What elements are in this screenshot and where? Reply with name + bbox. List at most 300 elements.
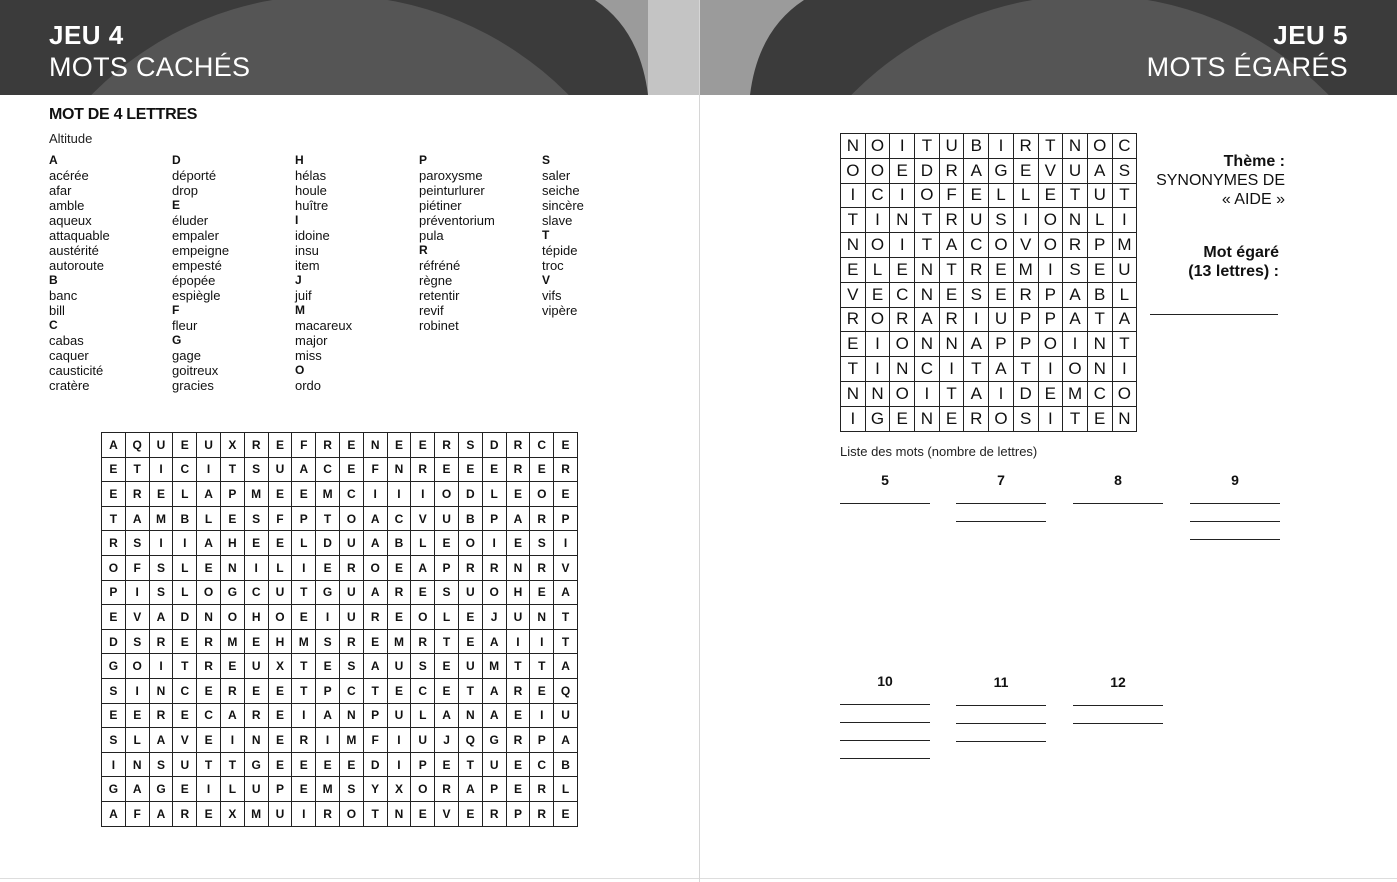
grid-cell[interactable]: E	[102, 703, 126, 728]
grid-cell[interactable]: P	[292, 506, 316, 531]
grid-cell[interactable]: E	[989, 257, 1014, 282]
grid-cell[interactable]: A	[964, 381, 989, 406]
answer-blank[interactable]	[1190, 539, 1280, 540]
grid-cell[interactable]: I	[197, 777, 221, 802]
grid-cell[interactable]: A	[915, 307, 940, 332]
grid-cell[interactable]: E	[554, 801, 578, 826]
grid-cell[interactable]: S	[1013, 406, 1038, 431]
grid-cell[interactable]: R	[964, 406, 989, 431]
grid-cell[interactable]: R	[411, 629, 435, 654]
grid-cell[interactable]: R	[435, 433, 459, 458]
grid-cell[interactable]: T	[292, 654, 316, 679]
grid-cell[interactable]: L	[554, 777, 578, 802]
grid-cell[interactable]: C	[915, 357, 940, 382]
grid-cell[interactable]: I	[1112, 208, 1137, 233]
grid-cell[interactable]: P	[102, 580, 126, 605]
grid-cell[interactable]: V	[125, 605, 149, 630]
grid-cell[interactable]: B	[458, 506, 482, 531]
grid-cell[interactable]: O	[363, 555, 387, 580]
grid-cell[interactable]: A	[554, 580, 578, 605]
grid-cell[interactable]: U	[387, 654, 411, 679]
grid-cell[interactable]: O	[865, 233, 890, 258]
answer-blank[interactable]	[956, 741, 1046, 742]
grid-cell[interactable]: O	[890, 381, 915, 406]
grid-cell[interactable]: I	[890, 134, 915, 159]
grid-cell[interactable]: P	[1013, 307, 1038, 332]
grid-cell[interactable]: O	[458, 531, 482, 556]
grid-cell[interactable]: E	[890, 257, 915, 282]
grid-cell[interactable]: R	[197, 629, 221, 654]
grid-cell[interactable]: S	[1063, 257, 1088, 282]
grid-cell[interactable]: E	[339, 457, 363, 482]
grid-cell[interactable]: E	[268, 752, 292, 777]
grid-cell[interactable]: P	[363, 703, 387, 728]
grid-cell[interactable]: I	[316, 728, 340, 753]
grid-cell[interactable]: T	[197, 752, 221, 777]
grid-cell[interactable]: O	[1063, 357, 1088, 382]
grid-cell[interactable]: U	[554, 703, 578, 728]
grid-cell[interactable]: Q	[125, 433, 149, 458]
grid-cell[interactable]: R	[316, 801, 340, 826]
grid-cell[interactable]: E	[435, 654, 459, 679]
grid-cell[interactable]: C	[890, 282, 915, 307]
grid-cell[interactable]: N	[915, 406, 940, 431]
answer-blank[interactable]	[840, 740, 930, 741]
grid-cell[interactable]: E	[554, 482, 578, 507]
grid-cell[interactable]: E	[220, 506, 244, 531]
grid-cell[interactable]: E	[363, 629, 387, 654]
grid-cell[interactable]: E	[506, 703, 530, 728]
grid-cell[interactable]: L	[482, 482, 506, 507]
grid-cell[interactable]: U	[1087, 183, 1112, 208]
grid-cell[interactable]: I	[530, 629, 554, 654]
grid-cell[interactable]: F	[292, 433, 316, 458]
grid-cell[interactable]: B	[173, 506, 197, 531]
grid-cell[interactable]: V	[1013, 233, 1038, 258]
grid-cell[interactable]: I	[554, 531, 578, 556]
grid-cell[interactable]: O	[339, 506, 363, 531]
grid-cell[interactable]: T	[173, 654, 197, 679]
grid-cell[interactable]: E	[102, 605, 126, 630]
grid-cell[interactable]: L	[1112, 282, 1137, 307]
grid-cell[interactable]: T	[1038, 134, 1063, 159]
grid-cell[interactable]: L	[173, 482, 197, 507]
grid-cell[interactable]: R	[220, 678, 244, 703]
grid-cell[interactable]: I	[915, 381, 940, 406]
grid-cell[interactable]: T	[939, 381, 964, 406]
grid-cell[interactable]: X	[220, 801, 244, 826]
grid-cell[interactable]: I	[1063, 332, 1088, 357]
grid-cell[interactable]: A	[125, 506, 149, 531]
grid-cell[interactable]: A	[149, 728, 173, 753]
grid-cell[interactable]: I	[363, 482, 387, 507]
grid-cell[interactable]: E	[890, 406, 915, 431]
grid-cell[interactable]: M	[1063, 381, 1088, 406]
grid-cell[interactable]: P	[482, 506, 506, 531]
grid-cell[interactable]: L	[173, 580, 197, 605]
grid-cell[interactable]: S	[411, 654, 435, 679]
grid-cell[interactable]: E	[458, 629, 482, 654]
grid-cell[interactable]: A	[482, 703, 506, 728]
grid-cell[interactable]: A	[482, 678, 506, 703]
grid-cell[interactable]: E	[387, 678, 411, 703]
answer-blank[interactable]	[956, 503, 1046, 504]
grid-cell[interactable]: N	[149, 678, 173, 703]
grid-cell[interactable]: E	[268, 728, 292, 753]
grid-cell[interactable]: C	[244, 580, 268, 605]
grid-cell[interactable]: X	[268, 654, 292, 679]
grid-cell[interactable]: O	[268, 605, 292, 630]
grid-cell[interactable]: G	[220, 580, 244, 605]
grid-cell[interactable]: M	[339, 728, 363, 753]
grid-cell[interactable]: U	[268, 801, 292, 826]
grid-cell[interactable]: I	[482, 531, 506, 556]
grid-cell[interactable]: N	[1112, 406, 1137, 431]
grid-cell[interactable]: E	[387, 433, 411, 458]
grid-cell[interactable]: M	[292, 629, 316, 654]
grid-cell[interactable]: P	[1038, 307, 1063, 332]
grid-cell[interactable]: U	[173, 752, 197, 777]
grid-cell[interactable]: A	[1063, 282, 1088, 307]
grid-cell[interactable]: I	[197, 457, 221, 482]
grid-cell[interactable]: M	[1112, 233, 1137, 258]
grid-cell[interactable]: D	[482, 433, 506, 458]
grid-cell[interactable]: C	[173, 457, 197, 482]
grid-cell[interactable]: X	[387, 777, 411, 802]
grid-cell[interactable]: S	[1112, 158, 1137, 183]
grid-cell[interactable]: E	[411, 433, 435, 458]
grid-cell[interactable]: E	[1038, 183, 1063, 208]
grid-cell[interactable]: R	[435, 777, 459, 802]
grid-cell[interactable]: T	[458, 678, 482, 703]
grid-cell[interactable]: R	[1063, 233, 1088, 258]
missing-word-answer-line[interactable]	[1150, 314, 1278, 315]
grid-cell[interactable]: O	[1038, 208, 1063, 233]
grid-cell[interactable]: T	[292, 580, 316, 605]
grid-cell[interactable]: O	[865, 158, 890, 183]
grid-cell[interactable]: R	[173, 801, 197, 826]
grid-cell[interactable]: M	[1013, 257, 1038, 282]
grid-cell[interactable]: O	[1038, 233, 1063, 258]
grid-cell[interactable]: S	[316, 629, 340, 654]
grid-cell[interactable]: U	[435, 506, 459, 531]
grid-cell[interactable]: S	[149, 555, 173, 580]
grid-cell[interactable]: P	[1013, 332, 1038, 357]
grid-cell[interactable]: A	[458, 777, 482, 802]
grid-cell[interactable]: A	[102, 801, 126, 826]
grid-cell[interactable]: B	[387, 531, 411, 556]
grid-cell[interactable]: R	[149, 629, 173, 654]
grid-cell[interactable]: N	[339, 703, 363, 728]
grid-cell[interactable]: E	[173, 629, 197, 654]
grid-cell[interactable]: N	[244, 728, 268, 753]
grid-cell[interactable]: D	[363, 752, 387, 777]
grid-cell[interactable]: I	[244, 555, 268, 580]
grid-cell[interactable]: E	[964, 183, 989, 208]
grid-cell[interactable]: L	[292, 531, 316, 556]
grid-cell[interactable]: I	[1038, 257, 1063, 282]
grid-cell[interactable]: C	[964, 233, 989, 258]
grid-cell[interactable]: E	[530, 457, 554, 482]
grid-cell[interactable]: E	[1087, 406, 1112, 431]
grid-cell[interactable]: H	[268, 629, 292, 654]
grid-cell[interactable]: A	[989, 357, 1014, 382]
grid-cell[interactable]: U	[149, 433, 173, 458]
grid-cell[interactable]: D	[316, 531, 340, 556]
answer-blank[interactable]	[1073, 503, 1163, 504]
answer-blank[interactable]	[1190, 521, 1280, 522]
grid-cell[interactable]: R	[149, 703, 173, 728]
answer-blank[interactable]	[840, 722, 930, 723]
grid-cell[interactable]: N	[1063, 208, 1088, 233]
grid-cell[interactable]: N	[841, 233, 866, 258]
grid-cell[interactable]: M	[316, 482, 340, 507]
grid-cell[interactable]: I	[989, 134, 1014, 159]
grid-cell[interactable]: C	[339, 482, 363, 507]
grid-cell[interactable]: N	[197, 605, 221, 630]
grid-cell[interactable]: B	[554, 752, 578, 777]
grid-cell[interactable]: E	[316, 654, 340, 679]
grid-cell[interactable]: O	[1112, 381, 1137, 406]
grid-cell[interactable]: D	[173, 605, 197, 630]
grid-cell[interactable]: N	[458, 703, 482, 728]
grid-cell[interactable]: G	[102, 654, 126, 679]
grid-cell[interactable]: E	[197, 555, 221, 580]
grid-cell[interactable]: R	[482, 555, 506, 580]
grid-cell[interactable]: S	[964, 282, 989, 307]
answer-blank[interactable]	[840, 704, 930, 705]
grid-cell[interactable]: E	[292, 482, 316, 507]
grid-cell[interactable]: A	[363, 580, 387, 605]
grid-cell[interactable]: E	[411, 801, 435, 826]
grid-cell[interactable]: U	[268, 580, 292, 605]
grid-cell[interactable]: S	[530, 531, 554, 556]
answer-blank[interactable]	[956, 521, 1046, 522]
grid-cell[interactable]: L	[1013, 183, 1038, 208]
grid-cell[interactable]: E	[989, 282, 1014, 307]
grid-cell[interactable]: R	[339, 555, 363, 580]
grid-cell[interactable]: E	[268, 433, 292, 458]
grid-cell[interactable]: A	[1112, 307, 1137, 332]
grid-cell[interactable]: R	[939, 208, 964, 233]
grid-cell[interactable]: T	[939, 257, 964, 282]
grid-cell[interactable]: A	[220, 703, 244, 728]
grid-cell[interactable]: G	[482, 728, 506, 753]
grid-cell[interactable]: E	[939, 282, 964, 307]
grid-cell[interactable]: E	[1087, 257, 1112, 282]
grid-cell[interactable]: R	[363, 605, 387, 630]
grid-cell[interactable]: L	[411, 531, 435, 556]
grid-cell[interactable]: T	[435, 629, 459, 654]
grid-cell[interactable]: T	[363, 801, 387, 826]
grid-cell[interactable]: G	[865, 406, 890, 431]
grid-cell[interactable]: T	[1112, 332, 1137, 357]
grid-cell[interactable]: A	[363, 531, 387, 556]
grid-cell[interactable]: H	[244, 605, 268, 630]
grid-cell[interactable]: E	[292, 605, 316, 630]
grid-cell[interactable]: R	[506, 433, 530, 458]
grid-cell[interactable]: R	[506, 728, 530, 753]
grid-cell[interactable]: E	[292, 777, 316, 802]
grid-cell[interactable]: R	[1013, 282, 1038, 307]
grid-cell[interactable]: N	[865, 381, 890, 406]
grid-cell[interactable]: F	[939, 183, 964, 208]
grid-cell[interactable]: R	[458, 555, 482, 580]
grid-cell[interactable]: O	[411, 605, 435, 630]
grid-cell[interactable]: E	[292, 752, 316, 777]
grid-cell[interactable]: E	[435, 457, 459, 482]
grid-cell[interactable]: L	[411, 703, 435, 728]
grid-cell[interactable]: G	[149, 777, 173, 802]
grid-cell[interactable]: C	[1087, 381, 1112, 406]
grid-cell[interactable]: I	[149, 654, 173, 679]
grid-cell[interactable]: G	[989, 158, 1014, 183]
grid-cell[interactable]: T	[316, 506, 340, 531]
grid-cell[interactable]: O	[482, 580, 506, 605]
grid-cell[interactable]: E	[173, 433, 197, 458]
grid-cell[interactable]: I	[841, 406, 866, 431]
grid-cell[interactable]: C	[173, 678, 197, 703]
grid-cell[interactable]: T	[915, 208, 940, 233]
grid-cell[interactable]: R	[964, 257, 989, 282]
grid-cell[interactable]: E	[890, 158, 915, 183]
grid-cell[interactable]: U	[387, 703, 411, 728]
grid-cell[interactable]: N	[841, 134, 866, 159]
grid-cell[interactable]: R	[890, 307, 915, 332]
grid-cell[interactable]: H	[506, 580, 530, 605]
grid-cell[interactable]: A	[554, 654, 578, 679]
grid-cell[interactable]: I	[125, 580, 149, 605]
grid-cell[interactable]: E	[244, 531, 268, 556]
grid-cell[interactable]: A	[506, 506, 530, 531]
grid-cell[interactable]: I	[387, 752, 411, 777]
grid-cell[interactable]: I	[1013, 208, 1038, 233]
grid-cell[interactable]: N	[220, 555, 244, 580]
grid-cell[interactable]: M	[244, 482, 268, 507]
grid-cell[interactable]: P	[989, 332, 1014, 357]
grid-cell[interactable]: N	[363, 433, 387, 458]
grid-cell[interactable]: U	[458, 654, 482, 679]
grid-cell[interactable]: R	[530, 555, 554, 580]
grid-cell[interactable]: F	[125, 801, 149, 826]
grid-cell[interactable]: I	[292, 801, 316, 826]
grid-cell[interactable]: S	[244, 457, 268, 482]
grid-cell[interactable]: R	[506, 457, 530, 482]
grid-cell[interactable]: T	[1112, 183, 1137, 208]
grid-cell[interactable]: S	[244, 506, 268, 531]
grid-cell[interactable]: O	[989, 233, 1014, 258]
grid-cell[interactable]: A	[363, 506, 387, 531]
grid-cell[interactable]: P	[554, 506, 578, 531]
grid-cell[interactable]: L	[125, 728, 149, 753]
grid-cell[interactable]: O	[220, 605, 244, 630]
grid-cell[interactable]: I	[865, 357, 890, 382]
grid-cell[interactable]: E	[506, 752, 530, 777]
grid-cell[interactable]: E	[197, 801, 221, 826]
grid-cell[interactable]: V	[173, 728, 197, 753]
grid-cell[interactable]: I	[964, 307, 989, 332]
grid-cell[interactable]: D	[102, 629, 126, 654]
grid-cell[interactable]: I	[292, 555, 316, 580]
grid-cell[interactable]: E	[841, 332, 866, 357]
grid-cell[interactable]: A	[411, 555, 435, 580]
grid-cell[interactable]: C	[387, 506, 411, 531]
grid-cell[interactable]: E	[411, 580, 435, 605]
grid-cell[interactable]: S	[102, 728, 126, 753]
grid-cell[interactable]: R	[244, 433, 268, 458]
grid-cell[interactable]: C	[865, 183, 890, 208]
grid-cell[interactable]: U	[339, 531, 363, 556]
grid-cell[interactable]: T	[220, 457, 244, 482]
grid-cell[interactable]: I	[1038, 406, 1063, 431]
grid-cell[interactable]: E	[268, 678, 292, 703]
grid-cell[interactable]: Y	[363, 777, 387, 802]
grid-cell[interactable]: B	[964, 134, 989, 159]
grid-cell[interactable]: E	[244, 678, 268, 703]
answer-blank[interactable]	[840, 758, 930, 759]
grid-cell[interactable]: I	[1112, 357, 1137, 382]
grid-cell[interactable]: I	[149, 531, 173, 556]
grid-cell[interactable]: E	[244, 629, 268, 654]
grid-cell[interactable]: O	[1038, 332, 1063, 357]
grid-cell[interactable]: L	[865, 257, 890, 282]
grid-cell[interactable]: U	[964, 208, 989, 233]
grid-cell[interactable]: R	[197, 654, 221, 679]
grid-cell[interactable]: T	[554, 629, 578, 654]
grid-cell[interactable]: E	[865, 282, 890, 307]
grid-cell[interactable]: L	[173, 555, 197, 580]
grid-cell[interactable]: E	[1038, 381, 1063, 406]
grid-cell[interactable]: N	[915, 332, 940, 357]
grid-cell[interactable]: L	[989, 183, 1014, 208]
grid-cell[interactable]: A	[149, 801, 173, 826]
grid-cell[interactable]: V	[411, 506, 435, 531]
grid-cell[interactable]: F	[363, 457, 387, 482]
grid-cell[interactable]: R	[102, 531, 126, 556]
grid-cell[interactable]: I	[890, 183, 915, 208]
grid-cell[interactable]: R	[387, 580, 411, 605]
grid-cell[interactable]: O	[530, 482, 554, 507]
grid-cell[interactable]: I	[841, 183, 866, 208]
grid-cell[interactable]: E	[102, 482, 126, 507]
grid-cell[interactable]: A	[316, 703, 340, 728]
grid-cell[interactable]: E	[125, 703, 149, 728]
grid-cell[interactable]: R	[411, 457, 435, 482]
grid-cell[interactable]: E	[316, 752, 340, 777]
grid-cell[interactable]: N	[506, 555, 530, 580]
grid-cell[interactable]: R	[125, 482, 149, 507]
grid-cell[interactable]: A	[939, 233, 964, 258]
grid-cell[interactable]: E	[102, 457, 126, 482]
grid-cell[interactable]: E	[149, 482, 173, 507]
grid-cell[interactable]: A	[125, 777, 149, 802]
grid-cell[interactable]: N	[1087, 332, 1112, 357]
grid-cell[interactable]: E	[435, 531, 459, 556]
grid-cell[interactable]: M	[316, 777, 340, 802]
grid-cell[interactable]: E	[482, 457, 506, 482]
grid-cell[interactable]: A	[197, 482, 221, 507]
grid-cell[interactable]: U	[1112, 257, 1137, 282]
grid-cell[interactable]: R	[530, 801, 554, 826]
grid-cell[interactable]: L	[435, 605, 459, 630]
grid-cell[interactable]: P	[530, 728, 554, 753]
grid-cell[interactable]: O	[989, 406, 1014, 431]
grid-cell[interactable]: F	[363, 728, 387, 753]
grid-cell[interactable]: R	[530, 777, 554, 802]
grid-cell[interactable]: U	[411, 728, 435, 753]
grid-cell[interactable]: M	[149, 506, 173, 531]
grid-cell[interactable]: S	[989, 208, 1014, 233]
